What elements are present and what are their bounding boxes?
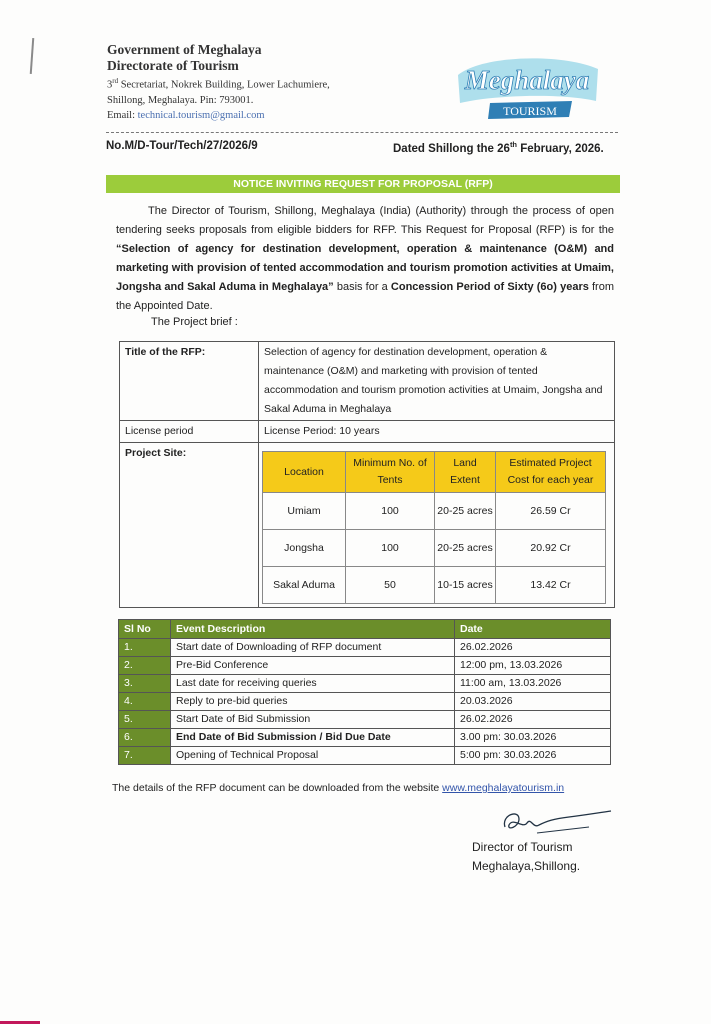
signature-mark [497,807,617,841]
license-value: License Period: 10 years [259,421,615,443]
table-row [263,567,606,604]
page-edge-mark [30,38,35,74]
meghalaya-tourism-logo [452,53,602,123]
site-land: 20-25 acres [435,530,496,567]
site-tents: 50 [346,567,435,604]
site-cost: 20.92 Cr [496,530,606,567]
site-col-tents: Minimum No. of Tents [346,452,435,493]
site-location: Sakal Aduma [263,567,346,604]
site-key: Project Site: [120,443,259,608]
event-slno: 5. [119,711,171,729]
table-row [119,657,611,675]
event-date: 26.02.2026 [455,711,611,729]
event-slno: 7. [119,747,171,765]
event-date: 11:00 am, 13.03.2026 [455,675,611,693]
government-name: Government of Meghalaya [107,42,262,57]
events-col-slno: Sl No [119,620,171,639]
table-row [119,675,611,693]
title-value: Selection of agency for destination development, operation & maintenance (O&M) and marketing with provision of tented accommodation and tourism promotion activities at Umaim, Jongsha and Sakal Aduma in Meghalaya [259,342,615,421]
event-date: 12:00 pm, 13.03.2026 [455,657,611,675]
site-row [120,443,615,608]
event-schedule-table [118,619,611,765]
event-slno: 3. [119,675,171,693]
event-date: 3.00 pm: 30.03.2026 [455,729,611,747]
table-row [119,747,611,765]
project-brief-label: The Project brief : [151,316,238,328]
title-row [120,342,615,421]
header-divider [106,132,618,133]
table-row [263,493,606,530]
website-link[interactable]: www.meghalayatourism.in [442,782,565,794]
events-col-description: Event Description [171,620,455,639]
table-row [119,693,611,711]
reference-number: No.M/D-Tour/Tech/27/2026/9 [106,140,258,152]
event-description: Start date of Downloading of RFP document [171,639,455,657]
logo-word: Meghalaya [464,65,590,95]
signatory-place: Meghalaya,Shillong. [472,859,581,873]
site-tents: 100 [346,530,435,567]
signatory-title: Director of Tourism [472,840,573,854]
event-description: Reply to pre-bid queries [171,693,455,711]
event-date: 26.02.2026 [455,639,611,657]
site-col-location: Location [263,452,346,493]
site-land: 20-25 acres [435,493,496,530]
email-link[interactable]: technical.tourism@gmail.com [137,109,265,121]
event-description: Opening of Technical Proposal [171,747,455,765]
events-col-date: Date [455,620,611,639]
event-description: End Date of Bid Submission / Bid Due Date [171,729,455,747]
address-line: 3rd Secretariat, Nokrek Building, Lower Lachumiere, [107,77,330,91]
site-location: Jongsha [263,530,346,567]
event-description: Pre-Bid Conference [171,657,455,675]
event-date: 5:00 pm: 30.03.2026 [455,747,611,765]
site-tents: 100 [346,493,435,530]
event-slno: 6. [119,729,171,747]
letterhead [107,42,330,123]
directorate-name: Directorate of Tourism [107,58,239,73]
event-slno: 2. [119,657,171,675]
events-header-row [119,620,611,639]
license-key: License period [120,421,259,443]
event-date: 20.03.2026 [455,693,611,711]
license-row [120,421,615,443]
site-header-row [263,452,606,493]
event-description: Start Date of Bid Submission [171,711,455,729]
download-note: The details of the RFP document can be downloaded from the website www.meghalayatourism.in [112,782,565,794]
email-line: Email: technical.tourism@gmail.com [107,109,265,121]
site-location: Umiam [263,493,346,530]
table-row [119,711,611,729]
site-land: 10-15 acres [435,567,496,604]
site-cell [259,443,615,608]
notice-banner: NOTICE INVITING REQUEST FOR PROPOSAL (RFP) [106,175,620,193]
project-brief-table [119,341,615,608]
title-key: Title of the RFP: [120,342,259,421]
city-line: Shillong, Meghalaya. Pin: 793001. [107,94,254,106]
table-row [263,530,606,567]
table-row [119,639,611,657]
event-description: Last date for receiving queries [171,675,455,693]
signature-block [472,838,580,876]
event-slno: 4. [119,693,171,711]
site-col-land: Land Extent [435,452,496,493]
event-slno: 1. [119,639,171,657]
intro-paragraph: The Director of Tourism, Shillong, Meghalaya (India) (Authority) through the process of open tendering seeks proposals from eligible bidders for RFP. This Request for Proposal (RFP) is for the “Selection of agency for destination development, operation & maintenance (O&M) and marketing with provision of tented accommodation and tourism promotion activities at Umaim, Jongsha and Sakal Aduma in Meghalaya” basis for a Concession Period of Sixty (6o) years from the Appointed Date. [116,205,614,312]
logo-sub: TOURISM [503,104,557,118]
site-cost: 26.59 Cr [496,493,606,530]
site-cost: 13.42 Cr [496,567,606,604]
site-col-cost: Estimated Project Cost for each year [496,452,606,493]
table-row [119,729,611,747]
project-site-table [262,451,606,604]
date-line: Dated Shillong the 26th February, 2026. [393,140,604,155]
